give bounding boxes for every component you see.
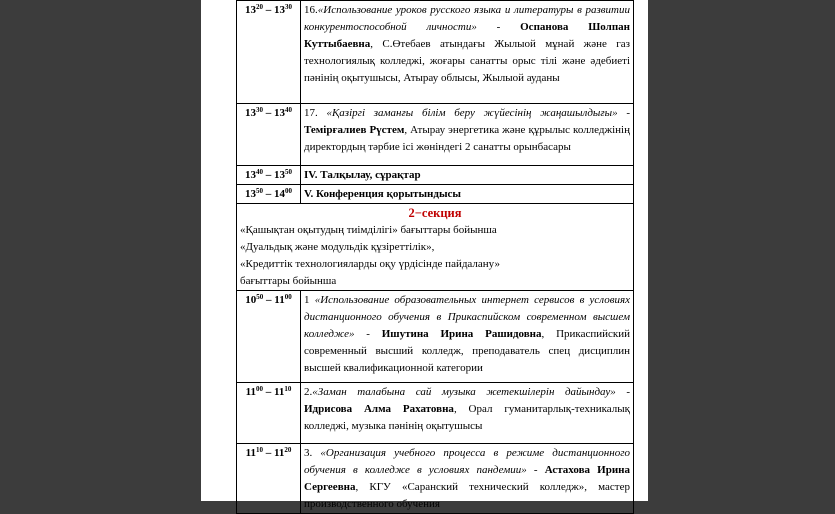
section-direction-line: «Дуальдық және модульдік құзіреттілік»,	[240, 241, 435, 253]
table-row	[237, 444, 634, 514]
time-cell: $11^{10} - 11^{20}$	[237, 444, 301, 514]
speaker-affiliation: , Атырау энергетика және құрылыс колледжінің директордың тәрбие ісі жөніндегі 2 санатты орынбасары	[304, 124, 630, 153]
section-direction-line: «Қашықтан оқытудың тиімділігі» бағыттары бойынша	[240, 224, 497, 236]
talk-title: «Использование образовательных интернет сервисов в условиях дистанционного обучения в Прикаспийском современном высшем колледже»	[304, 294, 631, 340]
time-cell: $11^{00} - 11^{10}$	[237, 383, 301, 444]
talk-description: 1 «Использование образовательных интернет сервисов в условиях дистанционного обучения в Прикаспийском современном высшем колледже» - Ишутина Ирина Рашидовна, Прикаспийский современный высший колледж, преподаватель спец дисциплин высшей квалификационной категории	[301, 291, 634, 383]
table-row	[237, 185, 634, 204]
speaker-name: Темірғалиев Рүстем	[304, 124, 405, 136]
table-row	[237, 383, 634, 444]
section-header-row	[237, 204, 634, 291]
table-row	[237, 166, 634, 185]
talk-title: «Организация учебного процесса в режиме дистанционного обучения в колледже в условиях пандемии»	[304, 447, 630, 476]
speaker-name: Оспанова Шолпан Куттыбаевна	[304, 21, 630, 50]
time-cell: $13^{40} - 13^{50}$	[237, 166, 301, 185]
talk-description: 2.«Заман талабына сай музыка жетекшілерін дайындау» - Идрисова Алма Рахатовна, Орал гуманитарлық-техникалық колледжі, музыка пәнінің оқытушысы	[301, 383, 634, 444]
document-page	[201, 0, 648, 510]
time-cell: $13^{30} - 13^{40}$	[237, 104, 301, 166]
program-table	[236, 0, 634, 514]
speaker-name: Ишутина Ирина Рашидовна	[381, 328, 542, 340]
table-row	[237, 291, 634, 383]
section-header	[237, 204, 634, 291]
time-cell: $10^{50} - 11^{00}$	[237, 291, 301, 383]
section-direction-line: «Кредиттік технологияларды оқу үрдісінде пайдалану»	[240, 258, 500, 270]
discussion-item: IV. Талқылау, сұрақтар	[301, 166, 634, 185]
talk-title: «Использование уроков русского языка и литературы в развитии конкурентоспособной личности»	[304, 4, 630, 33]
speaker-affiliation: , Прикаспийский современный высший колледж, преподаватель спец дисциплин высшей квалификационной категории	[304, 328, 630, 374]
talk-description: 17. «Қазіргі заманғы білім беру жүйесінің жаңашылдығы» - Темірғалиев Рүстем, Атырау энергетика және құрылыс колледжінің директордың тәрбие ісі жөніндегі 2 санатты орынбасары	[301, 104, 634, 166]
table-row	[237, 1, 634, 104]
speaker-affiliation: , Орал гуманитарлық-техникалық колледжі, музыка пәнінің оқытушысы	[304, 403, 630, 432]
section-title: 2−секция	[408, 206, 462, 220]
speaker-name: Идрисова Алма Рахатовна	[304, 403, 454, 415]
time-cell: $13^{20} - 13^{30}$	[237, 1, 301, 104]
speaker-affiliation: , КГУ «Саранский технический колледж», мастер производственного обучения	[304, 481, 630, 510]
talk-description: 16.«Использование уроков русского языка и литературы в развитии конкурентоспособной личности» - Оспанова Шолпан Куттыбаевна, С.Өтебаев атындағы Жылыой мұнай және газ технологиялық колледжі, жоғары санатты орыс тілі және әдебиеті пәнінің оқытушысы, Атырау облысы, Жылыой ауданы	[301, 1, 634, 104]
time-cell: $13^{50} - 14^{00}$	[237, 185, 301, 204]
talk-description: 3. «Организация учебного процесса в режиме дистанционного обучения в колледже в условиях пандемии» - Астахова Ирина Сергеевна, КГУ «Саранский технический колледж», мастер производственного обучения	[301, 444, 634, 514]
conclusion-item: V. Конференция қорытындысы	[301, 185, 634, 204]
table-row	[237, 104, 634, 166]
speaker-name: Астахова Ирина Сергеевна	[304, 464, 631, 493]
talk-title: «Заман талабына сай музыка жетекшілерін дайындау»	[312, 386, 616, 398]
section-direction-line: бағыттары бойынша	[240, 275, 337, 287]
talk-title: «Қазіргі заманғы білім беру жүйесінің жаңашылдығы»	[326, 107, 618, 119]
speaker-affiliation: , С.Өтебаев атындағы Жылыой мұнай және газ технологиялық колледжі, жоғары санатты орыс тілі және әдебиеті пәнінің оқытушысы, Атырау облысы, Жылыой ауданы	[304, 38, 630, 84]
